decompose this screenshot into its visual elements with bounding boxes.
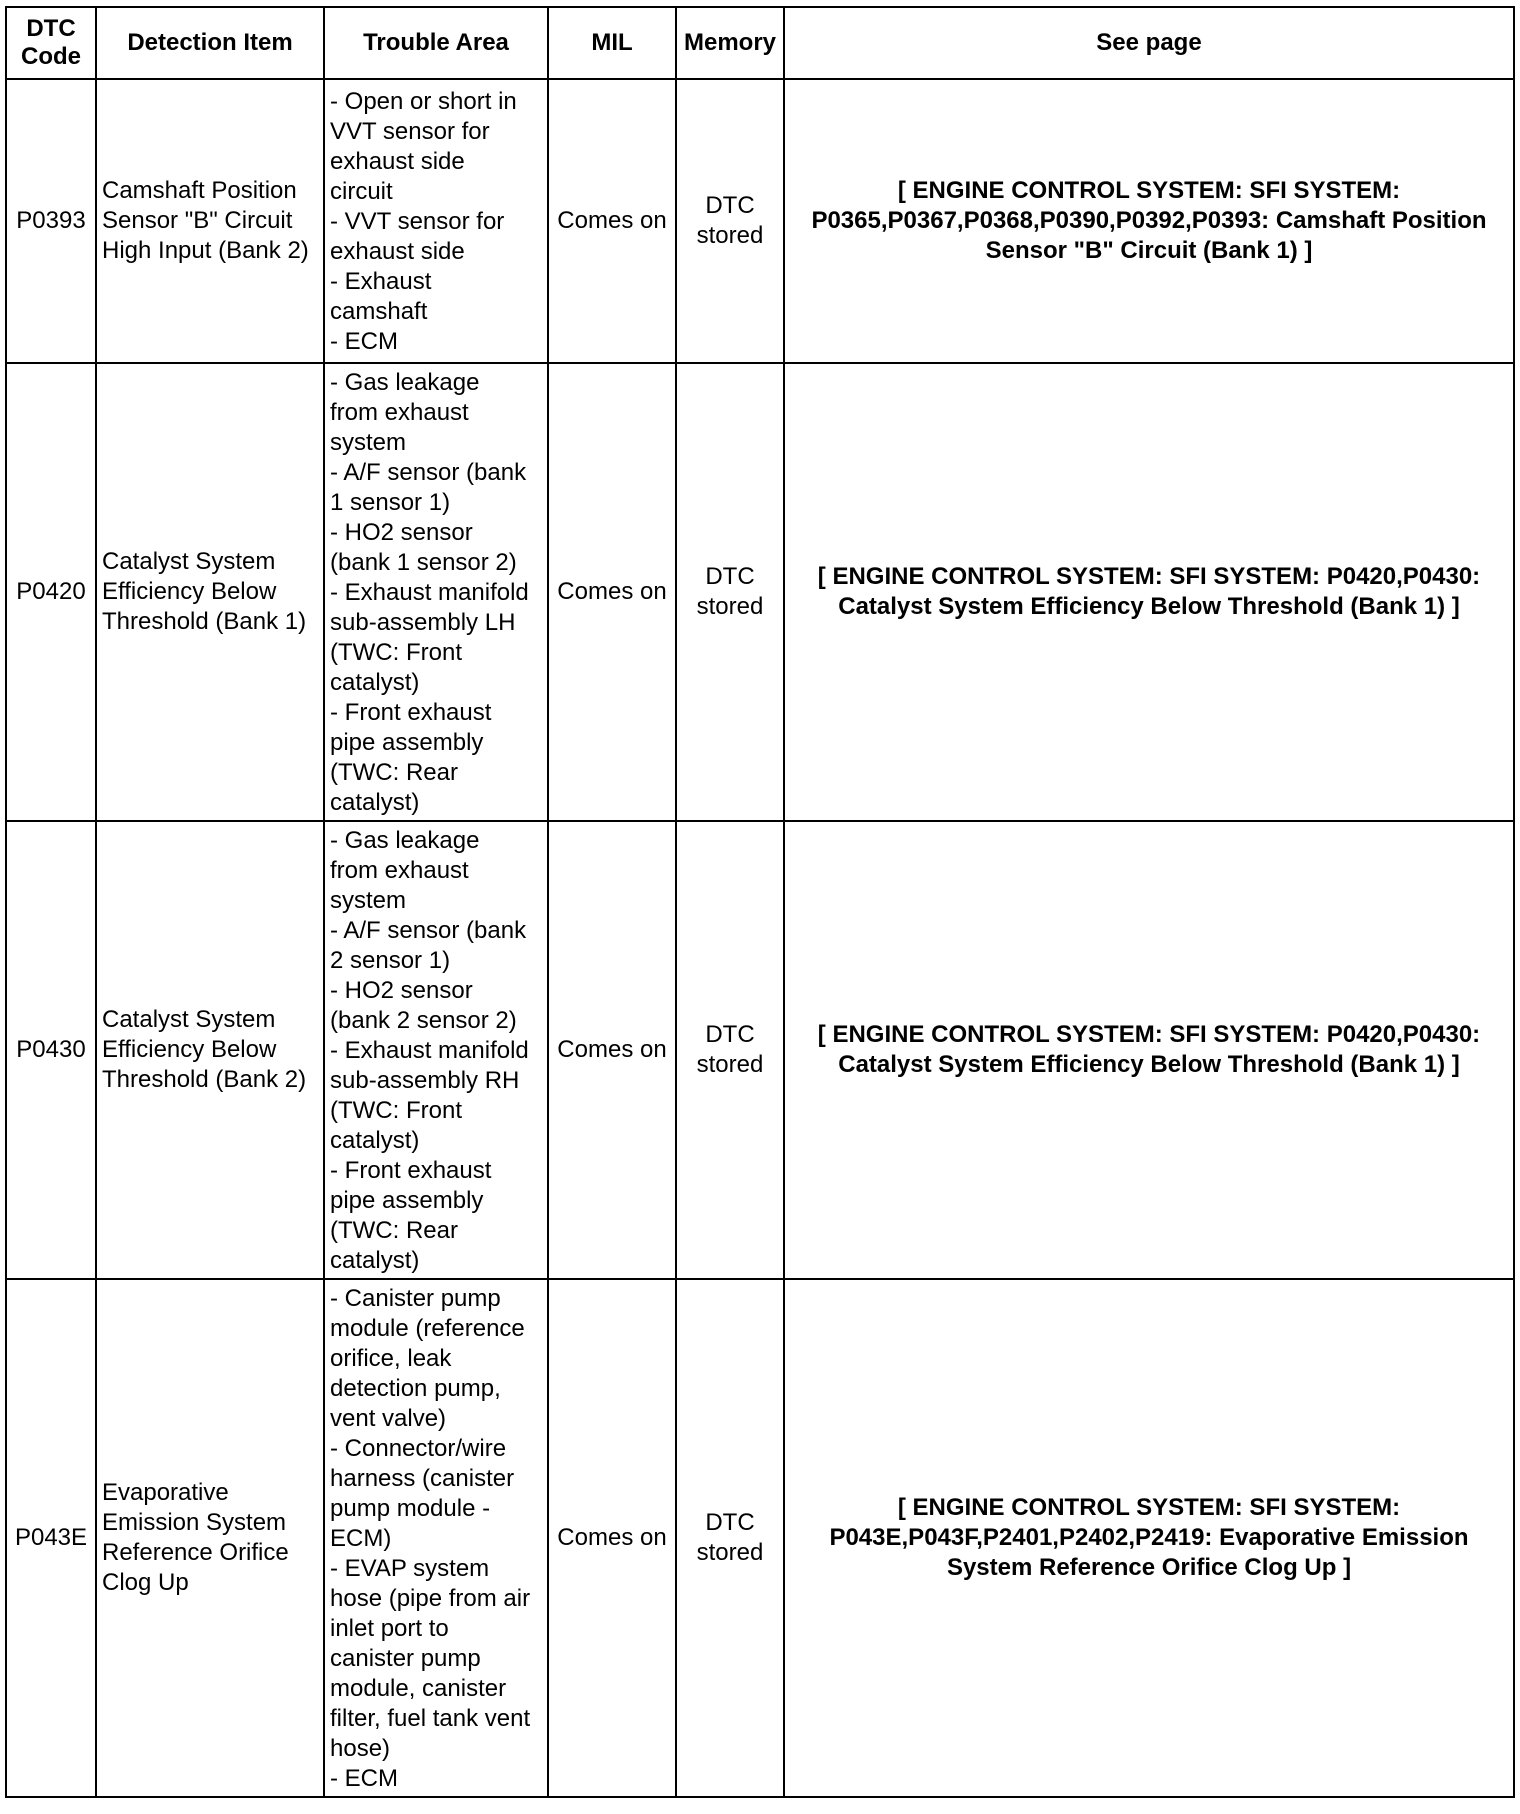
detection-item-cell (96, 363, 324, 821)
header-trouble-area: Trouble Area (324, 7, 548, 79)
trouble-area-line: - Exhaust manifold (330, 579, 529, 606)
detection-item-line: Threshold (Bank 1) (102, 608, 307, 635)
trouble-area-line: from exhaust (330, 399, 469, 426)
trouble-area-line: - Front exhaust (330, 699, 492, 726)
memory-line: stored (696, 222, 764, 249)
header-mil: MIL (548, 7, 676, 79)
trouble-area-line: circuit (330, 178, 393, 205)
see-page-link[interactable] (784, 363, 1514, 821)
trouble-area-line: - A/F sensor (bank (330, 917, 527, 944)
see-page-line: [ ENGINE CONTROL SYSTEM: SFI SYSTEM: (897, 1494, 1401, 1521)
trouble-area-line: VVT sensor for (330, 118, 490, 145)
mil-cell: Comes on (548, 1279, 676, 1797)
memory-line: DTC (705, 1021, 755, 1048)
trouble-area-cell (324, 1279, 548, 1797)
trouble-area-line: inlet port to (330, 1615, 449, 1642)
table-body (6, 79, 1514, 1797)
trouble-area-line: - Canister pump (330, 1285, 501, 1312)
detection-item-line: Catalyst System (102, 1006, 276, 1033)
memory-line: stored (696, 1051, 764, 1078)
see-page-line: System Reference Orifice Clog Up ] (946, 1554, 1352, 1581)
trouble-area-line: - Exhaust manifold (330, 1037, 529, 1064)
trouble-area-cell (324, 363, 548, 821)
trouble-area-line: system (330, 429, 407, 456)
trouble-area-line: sub-assembly LH (330, 609, 516, 636)
memory-cell (676, 821, 784, 1279)
see-page-link[interactable] (784, 1279, 1514, 1797)
trouble-area-cell (324, 821, 548, 1279)
trouble-area-line: - Exhaust (330, 268, 432, 295)
trouble-area-line: exhaust side (330, 148, 465, 175)
memory-cell (676, 79, 784, 363)
detection-item-cell (96, 821, 324, 1279)
detection-item-line: Threshold (Bank 2) (102, 1066, 307, 1093)
trouble-area-line: sub-assembly RH (330, 1067, 520, 1094)
trouble-area-line: detection pump, (330, 1375, 501, 1402)
see-page-line: Sensor "B" Circuit (Bank 1) ] (985, 237, 1313, 264)
detection-item-line: Efficiency Below (102, 1036, 277, 1063)
dtc-code-cell: P0420 (6, 363, 96, 821)
header-see-page: See page (784, 7, 1514, 79)
detection-item-line: High Input (Bank 2) (102, 237, 309, 264)
table-row (6, 79, 1514, 363)
dtc-table (5, 6, 1515, 1798)
detection-item-line: Reference Orifice (102, 1539, 289, 1566)
detection-item-line: Evaporative (102, 1479, 229, 1506)
trouble-area-line: filter, fuel tank vent (330, 1705, 531, 1732)
trouble-area-line: camshaft (330, 298, 428, 325)
see-page-line: [ ENGINE CONTROL SYSTEM: SFI SYSTEM: P0420,P0430: (817, 563, 1481, 590)
trouble-area-line: system (330, 887, 407, 914)
trouble-area-line: - Open or short in (330, 88, 517, 115)
see-page-line: P0365,P0367,P0368,P0390,P0392,P0393: Camshaft Position (811, 207, 1487, 234)
detection-item-line: Emission System (102, 1509, 287, 1536)
trouble-area-line: - HO2 sensor (330, 977, 473, 1004)
header-dtc-code (6, 7, 96, 79)
detection-item-line: Efficiency Below (102, 578, 277, 605)
header-detection-item: Detection Item (96, 7, 324, 79)
memory-line: stored (696, 593, 764, 620)
trouble-area-line: orifice, leak (330, 1345, 452, 1372)
see-page-line: Catalyst System Efficiency Below Threshold (Bank 1) ] (838, 1051, 1460, 1078)
trouble-area-line: canister pump (330, 1645, 481, 1672)
memory-line: DTC (705, 563, 755, 590)
header-row (6, 7, 1514, 79)
trouble-area-line: pump module - (330, 1495, 491, 1522)
table-row (6, 363, 1514, 821)
memory-cell (676, 363, 784, 821)
trouble-area-line: 2 sensor 1) (330, 947, 451, 974)
see-page-link[interactable] (784, 79, 1514, 363)
trouble-area-line: - HO2 sensor (330, 519, 473, 546)
trouble-area-line: from exhaust (330, 857, 469, 884)
trouble-area-line: vent valve) (330, 1405, 447, 1432)
trouble-area-line: pipe assembly (330, 729, 484, 756)
trouble-area-line: catalyst) (330, 789, 420, 816)
dtc-code-cell: P043E (6, 1279, 96, 1797)
trouble-area-line: (TWC: Front (330, 639, 462, 666)
memory-line: stored (696, 1539, 764, 1566)
memory-line: DTC (705, 1509, 755, 1536)
trouble-area-line: - VVT sensor for (330, 208, 505, 235)
trouble-area-line: - Front exhaust (330, 1157, 492, 1184)
see-page-line: [ ENGINE CONTROL SYSTEM: SFI SYSTEM: P0420,P0430: (817, 1021, 1481, 1048)
detection-item-line: Sensor "B" Circuit (102, 207, 293, 234)
see-page-line: P043E,P043F,P2401,P2402,P2419: Evaporative Emission (829, 1524, 1469, 1551)
trouble-area-line: - ECM (330, 328, 398, 355)
trouble-area-line: catalyst) (330, 1127, 420, 1154)
table-row (6, 821, 1514, 1279)
trouble-area-line: (TWC: Front (330, 1097, 462, 1124)
detection-item-line: Camshaft Position (102, 177, 297, 204)
dtc-code-cell: P0430 (6, 821, 96, 1279)
trouble-area-line: - A/F sensor (bank (330, 459, 527, 486)
detection-item-cell (96, 79, 324, 363)
trouble-area-line: exhaust side (330, 238, 465, 265)
trouble-area-line: harness (canister (330, 1465, 515, 1492)
header-dtc-code-line: DTC (26, 15, 76, 42)
trouble-area-line: (bank 2 sensor 2) (330, 1007, 517, 1034)
trouble-area-line: ECM) (330, 1525, 392, 1552)
trouble-area-cell (324, 79, 548, 363)
trouble-area-line: catalyst) (330, 669, 420, 696)
trouble-area-line: (TWC: Rear (330, 1217, 458, 1244)
trouble-area-line: 1 sensor 1) (330, 489, 451, 516)
trouble-area-line: - Connector/wire (330, 1435, 507, 1462)
mil-cell: Comes on (548, 821, 676, 1279)
trouble-area-line: pipe assembly (330, 1187, 484, 1214)
mil-cell: Comes on (548, 79, 676, 363)
trouble-area-line: module, canister (330, 1675, 507, 1702)
trouble-area-line: - Gas leakage (330, 827, 480, 854)
see-page-link[interactable] (784, 821, 1514, 1279)
table-row (6, 1279, 1514, 1797)
trouble-area-line: (bank 1 sensor 2) (330, 549, 517, 576)
detection-item-line: Clog Up (102, 1569, 189, 1596)
memory-line: DTC (705, 192, 755, 219)
trouble-area-line: catalyst) (330, 1247, 420, 1274)
trouble-area-line: - ECM (330, 1765, 398, 1792)
detection-item-cell (96, 1279, 324, 1797)
trouble-area-line: hose (pipe from air (330, 1585, 531, 1612)
trouble-area-line: module (reference (330, 1315, 525, 1342)
trouble-area-line: - Gas leakage (330, 369, 480, 396)
trouble-area-line: (TWC: Rear (330, 759, 458, 786)
detection-item-line: Catalyst System (102, 548, 276, 575)
memory-cell (676, 1279, 784, 1797)
mil-cell: Comes on (548, 363, 676, 821)
see-page-line: Catalyst System Efficiency Below Threshold (Bank 1) ] (838, 593, 1460, 620)
dtc-code-cell: P0393 (6, 79, 96, 363)
header-dtc-code-line: Code (21, 43, 81, 70)
header-memory: Memory (676, 7, 784, 79)
see-page-line: [ ENGINE CONTROL SYSTEM: SFI SYSTEM: (897, 177, 1401, 204)
trouble-area-line: - EVAP system (330, 1555, 490, 1582)
trouble-area-line: hose) (330, 1735, 391, 1762)
